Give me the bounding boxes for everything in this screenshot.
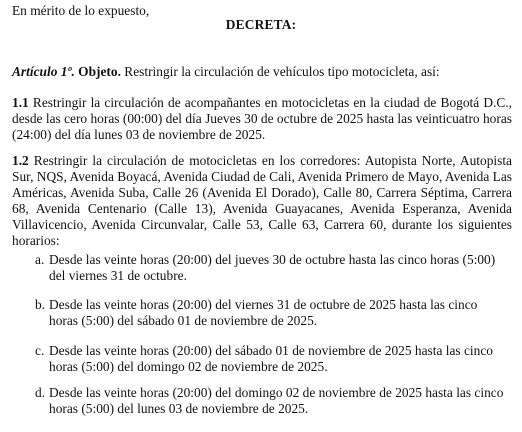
list-item-text: Desde las veinte horas (20:00) del jueves 30 de octubre hasta las cinco horas (5:00) del viernes 31 de octubre. xyxy=(49,252,496,283)
paragraph-1-1 xyxy=(12,95,512,143)
list-item-text: Desde las veinte horas (20:00) del domingo 02 de noviembre de 2025 hasta las cinco horas (5:00) del lunes 03 de noviembre de 2025. xyxy=(49,385,504,416)
paragraph-number: 1.2 xyxy=(12,153,29,168)
list-marker: a. xyxy=(35,252,45,267)
paragraph-text: Restringir la circulación de acompañantes en motocicletas en la ciudad de Bogotá D.C., desde las cero horas (00:00) del día Jueves 30 de octubre de 2025 hasta las veinticuatro horas (24:00) del día lunes 03 de noviembre de 2025. xyxy=(12,95,512,142)
list-marker: c. xyxy=(35,343,45,358)
list-item-text: Desde las veinte horas (20:00) del sábado 01 de noviembre de 2025 hasta las cinco horas (5:00) del domingo 02 de noviembre de 2025. xyxy=(49,343,493,374)
article-title: Objeto. xyxy=(78,64,121,79)
decree-heading: DECRETA: xyxy=(225,17,297,32)
list-marker: b. xyxy=(35,297,46,312)
article-label: Artículo 1º. xyxy=(12,64,75,79)
paragraph-1-2 xyxy=(12,153,512,249)
paragraph-number: 1.1 xyxy=(12,95,29,110)
list-marker: d. xyxy=(35,385,46,400)
intro-text: En mérito de lo expuesto, xyxy=(12,3,150,18)
article-text: Restringir la circulación de vehículos tipo motocicleta, así: xyxy=(124,64,440,79)
article-1 xyxy=(12,64,512,80)
paragraph-text: Restringir la circulación de motocicletas en los corredores: Autopista Norte, Autopista Sur, NQS, Avenida Boyacá, Avenida Ciudad de Cali, Avenida Primero de Mayo, Avenida Las Américas, Avenida Suba, Calle 26 (Avenida El Dorado), Calle 80, Carrera Séptima, Carrera 68, Avenida Centenario (Calle 13), Avenida Guayacanes, Avenida Esperanza, Avenida Villavicencio, Avenida Circunvalar, Calle 53, Calle 63, Carrera 60, durante los siguientes horarios: xyxy=(12,153,512,248)
list-item-text: Desde las veinte horas (20:00) del viernes 31 de octubre de 2025 hasta las cinco horas (5:00) del sábado 01 de noviembre de 2025. xyxy=(49,297,478,328)
